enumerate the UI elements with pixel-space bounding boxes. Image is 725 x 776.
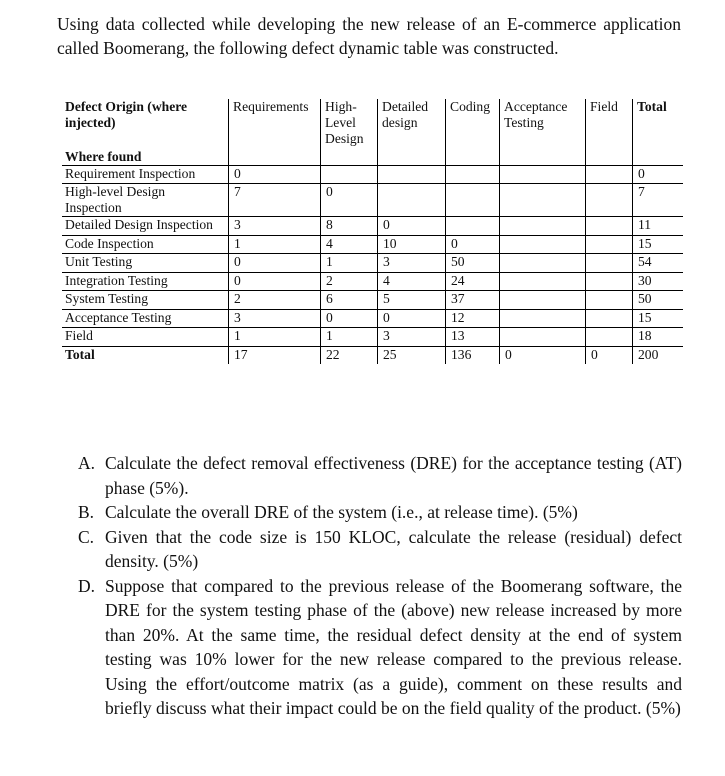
cell-high-level-design: 8 — [321, 217, 378, 236]
cell-acceptance-testing — [500, 254, 586, 273]
row-label: Acceptance Testing — [62, 309, 229, 328]
where-found-label: Where found — [62, 147, 229, 165]
row-label: High-level Design Inspection — [62, 184, 229, 217]
row-label: Code Inspection — [62, 235, 229, 254]
cell-field — [586, 184, 633, 217]
table-row — [62, 235, 683, 254]
row-label: Requirement Inspection — [62, 165, 229, 184]
column-header-acceptance-testing: Acceptance Testing — [500, 99, 586, 147]
table-row — [62, 165, 683, 184]
cell-high-level-design: 0 — [321, 309, 378, 328]
cell-coding: 37 — [446, 291, 500, 310]
table-row — [62, 272, 683, 291]
cell-detailed-design: 25 — [378, 346, 446, 364]
cell-requirements: 7 — [229, 184, 321, 217]
question-text: Calculate the overall DRE of the system (i.e., at release time). (5%) — [105, 502, 578, 522]
cell-detailed-design: 4 — [378, 272, 446, 291]
table-row — [62, 328, 683, 347]
cell-acceptance-testing — [500, 165, 586, 184]
column-header-detailed-design: Detailed design — [378, 99, 446, 147]
cell-detailed-design: 0 — [378, 217, 446, 236]
question-text: Given that the code size is 150 KLOC, calculate the release (residual) defect density. (5%) — [105, 526, 682, 571]
cell-acceptance-testing — [500, 184, 586, 217]
cell-coding — [446, 184, 500, 217]
column-header-requirements: Requirements — [229, 99, 321, 147]
table-row — [62, 217, 683, 236]
cell-total: 0 — [633, 165, 684, 184]
question-item — [78, 574, 682, 721]
table-row — [62, 254, 683, 273]
cell-requirements: 17 — [229, 346, 321, 364]
cell-coding: 12 — [446, 309, 500, 328]
cell-high-level-design: 6 — [321, 291, 378, 310]
cell-detailed-design — [378, 184, 446, 217]
cell-field — [586, 309, 633, 328]
cell-acceptance-testing: 0 — [500, 346, 586, 364]
cell-acceptance-testing — [500, 291, 586, 310]
cell-total: 54 — [633, 254, 684, 273]
where-found-row — [62, 147, 683, 165]
cell-detailed-design: 3 — [378, 328, 446, 347]
cell-acceptance-testing — [500, 217, 586, 236]
cell-total: 30 — [633, 272, 684, 291]
table-body — [62, 165, 683, 364]
cell-field — [586, 254, 633, 273]
row-label: Detailed Design Inspection — [62, 217, 229, 236]
cell-high-level-design — [321, 165, 378, 184]
question-item — [78, 500, 682, 525]
cell-total: 11 — [633, 217, 684, 236]
cell-coding: 24 — [446, 272, 500, 291]
cell-requirements: 0 — [229, 272, 321, 291]
question-item — [78, 525, 682, 574]
cell-field — [586, 217, 633, 236]
cell-coding: 136 — [446, 346, 500, 364]
question-text: Calculate the defect removal effectiveness (DRE) for the acceptance testing (AT) phase (5%). — [105, 453, 682, 498]
cell-field — [586, 235, 633, 254]
intro-paragraph: Using data collected while developing the new release of an E-commerce application called Boomerang, the following defect dynamic table was constructed. — [57, 14, 681, 58]
column-header-total: Total — [633, 99, 684, 147]
cell-high-level-design: 4 — [321, 235, 378, 254]
question-marker: A. — [78, 453, 96, 473]
row-label: Field — [62, 328, 229, 347]
cell-total: 15 — [633, 235, 684, 254]
question-marker: D. — [78, 575, 96, 596]
cell-high-level-design: 2 — [321, 272, 378, 291]
cell-field — [586, 291, 633, 310]
cell-high-level-design: 1 — [321, 328, 378, 347]
cell-requirements: 3 — [229, 217, 321, 236]
table-row — [62, 184, 683, 217]
cell-high-level-design: 22 — [321, 346, 378, 364]
cell-detailed-design: 0 — [378, 309, 446, 328]
cell-coding: 50 — [446, 254, 500, 273]
cell-requirements: 1 — [229, 235, 321, 254]
question-item — [78, 451, 682, 500]
table-row — [62, 346, 683, 364]
cell-high-level-design: 0 — [321, 184, 378, 217]
origin-header: Defect Origin (where injected) — [65, 99, 188, 130]
table-header-row — [62, 99, 683, 147]
cell-total: 50 — [633, 291, 684, 310]
cell-detailed-design: 10 — [378, 235, 446, 254]
cell-field — [586, 272, 633, 291]
cell-detailed-design: 3 — [378, 254, 446, 273]
cell-acceptance-testing — [500, 235, 586, 254]
row-label: Integration Testing — [62, 272, 229, 291]
cell-coding: 0 — [446, 235, 500, 254]
table-row — [62, 309, 683, 328]
cell-total: 18 — [633, 328, 684, 347]
cell-field — [586, 328, 633, 347]
cell-total: 7 — [633, 184, 684, 217]
row-label: Total — [65, 346, 95, 362]
column-header-coding: Coding — [446, 99, 500, 147]
cell-requirements: 0 — [229, 254, 321, 273]
cell-coding — [446, 217, 500, 236]
cell-requirements: 1 — [229, 328, 321, 347]
cell-field: 0 — [586, 346, 633, 364]
table-row — [62, 291, 683, 310]
cell-field — [586, 165, 633, 184]
cell-acceptance-testing — [500, 272, 586, 291]
cell-acceptance-testing — [500, 309, 586, 328]
cell-requirements: 3 — [229, 309, 321, 328]
cell-requirements: 0 — [229, 165, 321, 184]
column-header-high-level-design: High-Level Design — [321, 99, 378, 147]
cell-requirements: 2 — [229, 291, 321, 310]
cell-detailed-design: 5 — [378, 291, 446, 310]
cell-coding: 13 — [446, 328, 500, 347]
questions-list — [78, 451, 682, 721]
question-marker: C. — [78, 526, 95, 547]
cell-high-level-design: 1 — [321, 254, 378, 273]
cell-detailed-design — [378, 165, 446, 184]
cell-acceptance-testing — [500, 328, 586, 347]
defect-dynamic-table — [62, 99, 683, 364]
cell-total: 200 — [633, 346, 684, 364]
cell-total: 15 — [633, 309, 684, 328]
question-marker: B. — [78, 502, 95, 522]
row-label: System Testing — [62, 291, 229, 310]
row-label: Unit Testing — [62, 254, 229, 273]
question-text: Suppose that compared to the previous release of the Boomerang software, the DRE for the system testing phase of the (above) new release increased by more than 20%. At the same time, the residual defect density at the end of system testing was 10% lower for the new release compared to the previous release. Using the effort/outcome matrix (as a guide), comment on these results and briefly discuss what their impact could be on the field quality of the product. (5%) — [105, 575, 682, 718]
cell-coding — [446, 165, 500, 184]
column-header-field: Field — [586, 99, 633, 147]
